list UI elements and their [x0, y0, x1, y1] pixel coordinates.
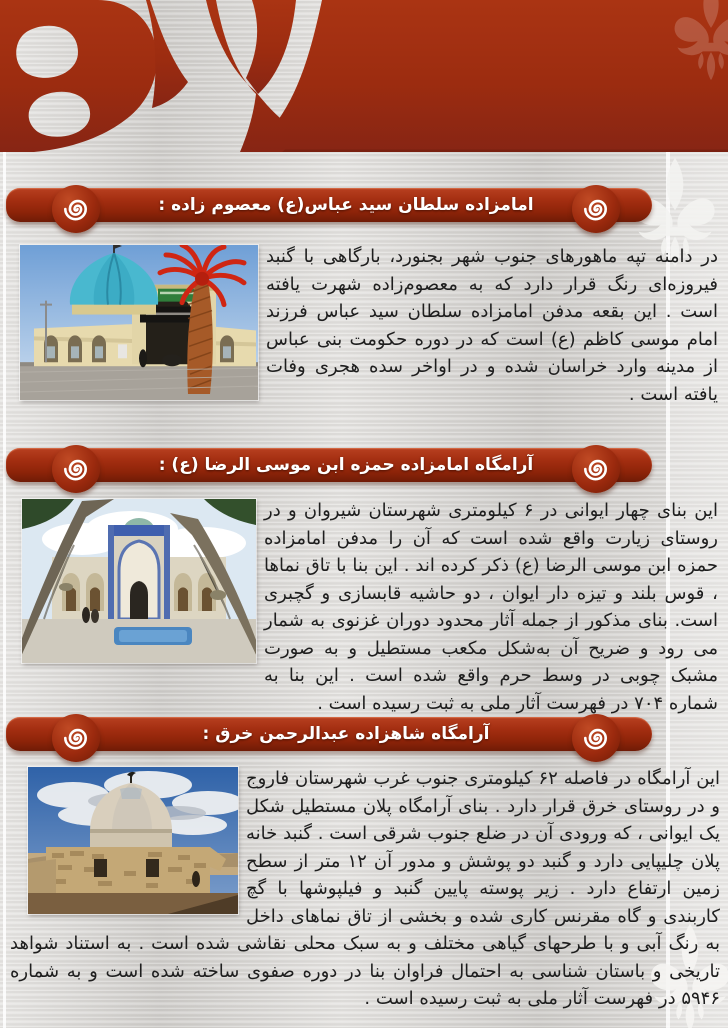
section-banner-1	[6, 188, 652, 222]
red-calligraphic-flourish-art	[0, 0, 728, 158]
section-banner-3	[6, 717, 652, 751]
spiral-swirl-icon	[52, 445, 100, 493]
photo-shrine-iwan-framed-by-tree-trunks	[22, 499, 256, 663]
spiral-swirl-icon	[572, 445, 620, 493]
spiral-swirl-icon	[572, 714, 620, 762]
section-title: آرامگاه امامزاده حمزه ابن موسی الرضا (ع) :	[158, 455, 534, 475]
section-body-text: این آرامگاه در فاصله ۶۲ کیلومتری جنوب غرب شهرستان فاروج و در روستای خرق قرار دارد . بنای آرامگاه پلان مستطیل شکل یک ایوانی ، که ورودی آن در ضلع جنوب شرقی است . گنبد خانه پلان چلیپایی دارد و گنبد دو پوشش و مدور آن ۱۲ متر از سطح زمین ارتفاع دارد . زیر پوسته پایین گنبد و فیلپوشها با گچ کاربندی و گاه مقرنس کاری شده و بخشی از تاق نماهای داخل به رنگ آبی و با طرحهای گیاهی مختلف و به سبک محلی نقاشی شده است . به استناد شواهد تاریخی و باستان شناسی به احتمال فراوان بنا در دوره صفوی ساخته شده است و به شماره ۵۹۴۶ در فهرست آثار ملی به ثبت رسیده است .	[10, 768, 720, 1009]
photo-stone-tomb-with-pale-dome	[28, 767, 238, 914]
spiral-swirl-icon	[52, 714, 100, 762]
section-1-content	[10, 243, 718, 408]
section-body-text: در دامنه تپه ماهورهای جنوب شهر بجنورد، بارگاهی با گنبد فیروزه‌ای رنگ قرار دارد که به معصوم‌زاده شهرت یافته است . این بقعه مدفن امامزاده سلطان سید عباس فرزند امام موسی کاظم (ع) است که در دوره حکومت بنی عباس از مدینه وارد خراسان شده و در اواخر سده هجری وفات یافته است .	[266, 246, 718, 405]
section-title: آرامگاه شاهزاده عبدالرحمن خرق :	[202, 724, 490, 744]
section-title: امامزاده سلطان سید عباس(ع) معصوم زاده :	[158, 195, 534, 215]
spiral-swirl-icon	[52, 185, 100, 233]
spiral-swirl-icon	[572, 185, 620, 233]
section-banner-2	[6, 448, 652, 482]
photo-turquoise-dome-shrine-with-red-palm	[20, 245, 258, 400]
section-body-text: این بنای چهار ایوانی در ۶ کیلومتری شهرستان شیروان و در روستای زیارت واقع شده است که آن را مدفن امامزاده حمزه ابن موسی الرضا (ع) ذکر کرده اند . این بنا با تاق نماها ، قوس بلند و تیزه دار ایوان ، دو حاشیه قابسازی و گچبری است. بنای مذکور از جمله آثار محدود دوران غزنوی به شمار می رود و ضریح آن به‌شکل مکعب مستطیل و به صورت مشبک چوبی در وسط حرم واقع شده است . این بنا به شماره ۷۰۴ در فهرست آثار ملی به ثبت رسیده است .	[264, 500, 719, 714]
section-2-content	[10, 497, 718, 717]
section-3-content	[10, 765, 720, 1013]
